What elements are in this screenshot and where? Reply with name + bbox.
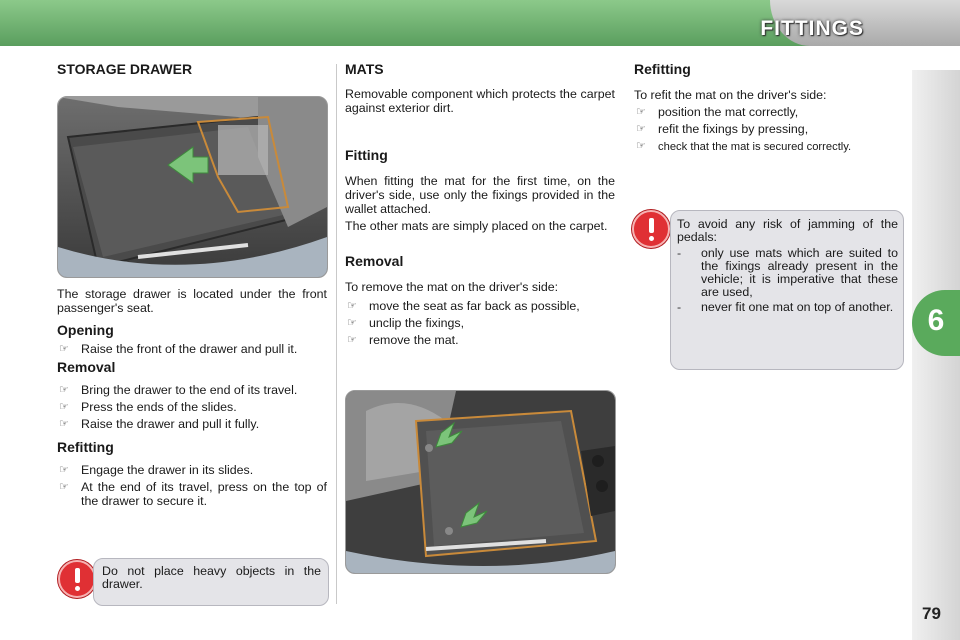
list-item: ☞ remove the mat. (347, 333, 459, 347)
pointing-hand-icon: ☞ (59, 481, 69, 493)
storage-drawer-photo (57, 96, 328, 278)
storage-drawer-column (57, 62, 327, 76)
list-item: ☞ refit the fixings by pressing, (636, 122, 809, 136)
mats-column (345, 62, 615, 350)
warning-icon (58, 560, 96, 598)
pointing-hand-icon: ☞ (347, 317, 357, 329)
fitting-text-1: When fitting the mat for the first time, on the driver's side, use only the fixings provided in the wallet attached. (345, 174, 615, 216)
list-item: ☞ Engage the drawer in its slides. (59, 463, 254, 477)
refitting-title: Refitting (634, 61, 691, 77)
list-item: ☞ position the mat correctly, (636, 105, 799, 119)
pointing-hand-icon: ☞ (347, 334, 357, 346)
list-item: ☞ Bring the drawer to the end of its travel. (59, 383, 298, 397)
list-item: ☞ check that the mat is secured correctly. (636, 140, 852, 153)
opening-heading: Opening (57, 322, 114, 338)
fitting-heading: Fitting (345, 147, 388, 163)
warning-icon (632, 210, 670, 248)
list-item: ☞ Raise the front of the drawer and pull it. (59, 342, 298, 356)
pointing-hand-icon: ☞ (59, 418, 69, 430)
list-item: ☞ Raise the drawer and pull it fully. (59, 417, 260, 431)
pointing-hand-icon: ☞ (59, 464, 69, 476)
pointing-hand-icon: ☞ (636, 106, 646, 118)
mats-title: MATS (345, 61, 384, 77)
storage-drawer-text (57, 287, 327, 511)
list-item: ☞ At the end of its travel, press on the top of the drawer to secure it. (59, 480, 327, 508)
list-item: ☞ unclip the fixings, (347, 316, 465, 330)
page-number: 79 (922, 604, 941, 623)
mats-removal-intro: To remove the mat on the driver's side: (345, 280, 559, 294)
list-item: ☞ move the seat as far back as possible, (347, 299, 580, 313)
pointing-hand-icon: ☞ (59, 343, 69, 355)
pedal-warning-intro: To avoid any risk of jamming of the pedals: (677, 217, 898, 244)
refitting-column (634, 62, 904, 157)
pointing-hand-icon: ☞ (636, 123, 646, 135)
storage-drawer-title: STORAGE DRAWER (57, 61, 193, 77)
chapter-number: 6 (927, 304, 945, 337)
pointing-hand-icon: ☞ (59, 401, 69, 413)
fitting-text-2: The other mats are simply placed on the carpet. (345, 219, 608, 233)
list-item: - only use mats which are suited to the fixings already present in the vehicle; it is imperative that these are used, (677, 246, 898, 299)
page-title: FITTINGS (760, 17, 864, 40)
pointing-hand-icon: ☞ (347, 300, 357, 312)
removal-heading: Removal (57, 359, 116, 375)
pedal-warning-box (670, 210, 904, 370)
list-item: - never fit one mat on top of another. (677, 300, 894, 314)
storage-drawer-intro: The storage drawer is located under the front passenger's seat. (57, 287, 327, 315)
mat-photo (345, 390, 616, 574)
drawer-warning-box (93, 558, 329, 606)
pointing-hand-icon: ☞ (59, 384, 69, 396)
mats-removal-heading: Removal (345, 253, 404, 269)
column-divider (336, 64, 337, 604)
pedal-warning-text (677, 218, 898, 316)
drawer-warning-text: Do not place heavy objects in the drawer. (102, 564, 321, 591)
pointing-hand-icon: ☞ (636, 140, 646, 152)
list-item: ☞ Press the ends of the slides. (59, 400, 237, 414)
mats-intro: Removable component which protects the carpet against exterior dirt. (345, 87, 615, 115)
refitting-intro: To refit the mat on the driver's side: (634, 88, 827, 102)
refitting-heading: Refitting (57, 439, 114, 455)
